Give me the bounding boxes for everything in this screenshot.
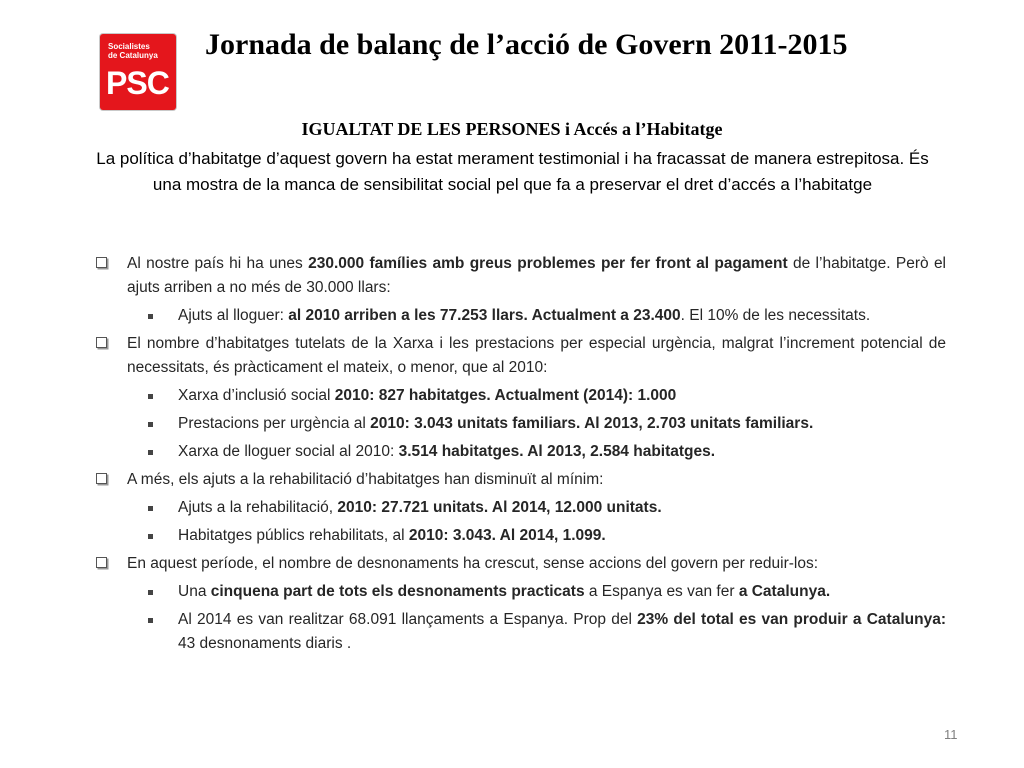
- sub-bullet-item: [96, 524, 946, 548]
- square-bullet-icon: [148, 450, 153, 455]
- bullet-text: Al 2014 es van realitzar 68.091 llançaments a Espanya. Prop del: [178, 611, 638, 628]
- checkbox-bullet-icon: [96, 257, 107, 268]
- bullet-text: Xarxa de lloguer social al 2010:: [178, 443, 399, 460]
- section-title: IGUALTAT DE LES PERSONES i Accés a l’Habitatge: [301, 119, 723, 139]
- bullet-text: de l’habitatge. Però el ajuts arriben a no més de 30.000 llars:: [127, 255, 947, 296]
- sub-bullet-item: [96, 440, 946, 464]
- bullet-text-bold: 23% del total es van produir a Catalunya:: [637, 611, 946, 628]
- psc-logo: [100, 34, 176, 110]
- checkbox-bullet-icon: [96, 557, 107, 568]
- sub-bullet-item: [96, 304, 946, 328]
- bullet-text-bold: 2010: 27.721 unitats. Al 2014, 12.000 unitats.: [337, 499, 662, 516]
- checkbox-bullet-icon: [96, 473, 107, 484]
- bullet-list: [96, 252, 946, 660]
- bullet-text: . El 10% de les necessitats.: [680, 307, 871, 324]
- sub-bullet-item: [96, 384, 946, 408]
- bullet-text-bold: al 2010 arriben a les 77.253 llars. Actualment a 23.400: [288, 307, 681, 324]
- sub-bullet-item: [96, 608, 946, 656]
- bullet-text-bold: 2010: 827 habitatges. Actualment (2014): 1.000: [334, 387, 677, 404]
- bullet-text: Ajuts al lloguer:: [178, 307, 289, 324]
- bullet-text: El nombre d’habitatges tutelats de la Xarxa i les prestacions per especial urgència, malgrat l’increment potencial de necessitats, és pràcticament el mateix, o menor, que al 2010:: [127, 335, 946, 376]
- sub-bullet-item: [96, 496, 946, 520]
- bullet-text: a Espanya es van fer: [584, 583, 739, 600]
- bullet-text: Al nostre país hi ha unes: [127, 255, 309, 272]
- square-bullet-icon: [148, 506, 153, 511]
- bullet-item: [96, 332, 946, 380]
- square-bullet-icon: [148, 422, 153, 427]
- slide-title: Jornada de balanç de l’acció de Govern 2011-2015: [205, 28, 848, 61]
- sub-bullet-item: [96, 580, 946, 604]
- logo-text-line1: Socialistes: [108, 42, 150, 51]
- bullet-text: Habitatges públics rehabilitats, al: [178, 527, 409, 544]
- bullet-text-bold: 230.000 famílies amb greus problemes per fer front al pagament: [308, 255, 788, 272]
- bullet-text: En aquest període, el nombre de desnonaments ha crescut, sense accions del govern per reduir-los:: [127, 555, 819, 572]
- bullet-text: 43 desnonaments diaris .: [178, 635, 352, 652]
- square-bullet-icon: [148, 314, 153, 319]
- bullet-text-bold: cinquena part de tots els desnonaments practicats: [210, 583, 585, 600]
- square-bullet-icon: [148, 394, 153, 399]
- bullet-item: [96, 252, 946, 300]
- bullet-text-bold: 3.514 habitatges. Al 2013, 2.584 habitatges.: [398, 443, 716, 460]
- bullet-text: Prestacions per urgència al: [178, 415, 371, 432]
- intro-paragraph: La política d’habitatge d’aquest govern ha estat merament testimonial i ha fracassat de manera estrepitosa. És una mostra de la manca de sensibilitat social pel que fa a preservar el dret d’accés a l’habitatge: [96, 149, 929, 194]
- bullet-text-bold: 2010: 3.043 unitats familiars. Al 2013, 2.703 unitats familiars.: [370, 415, 814, 432]
- sub-bullet-item: [96, 412, 946, 436]
- square-bullet-icon: [148, 534, 153, 539]
- square-bullet-icon: [148, 590, 153, 595]
- logo-text-line2: de Catalunya: [108, 51, 158, 60]
- bullet-text: A més, els ajuts a la rehabilitació d’habitatges han disminuït al mínim:: [127, 471, 604, 488]
- bullet-text: Una: [178, 583, 211, 600]
- logo-mark: PSC: [106, 65, 169, 101]
- bullet-text: Ajuts a la rehabilitació,: [178, 499, 338, 516]
- bullet-text-bold: 2010: 3.043. Al 2014, 1.099.: [408, 527, 606, 544]
- bullet-text: Xarxa d’inclusió social: [178, 387, 335, 404]
- bullet-text-bold: a Catalunya.: [738, 583, 831, 600]
- page-number: 11: [944, 727, 958, 742]
- bullet-item: [96, 468, 946, 492]
- bullet-item: [96, 552, 946, 576]
- checkbox-bullet-icon: [96, 337, 107, 348]
- square-bullet-icon: [148, 618, 153, 623]
